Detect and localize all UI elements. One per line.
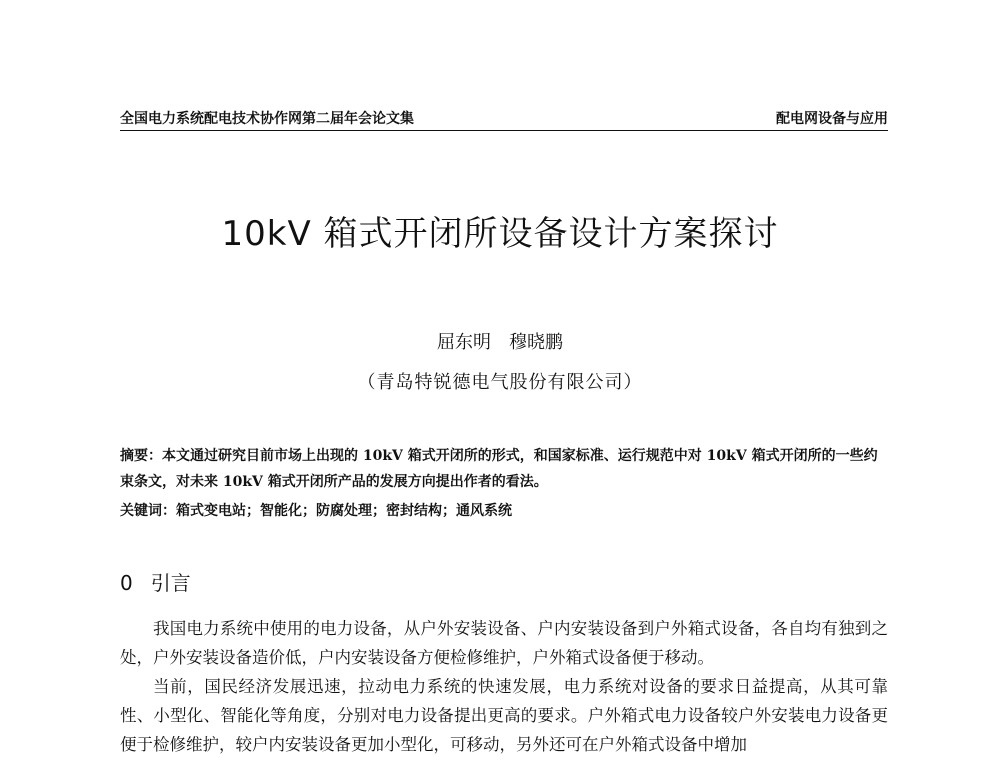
section-title: 引言 xyxy=(150,571,191,595)
keyword: ； 防腐处理 xyxy=(302,503,372,519)
section-heading xyxy=(120,567,520,596)
paper-title: 10kV 箱式开闭所设备设计方案探讨 xyxy=(221,214,779,254)
paper-authors: 屈东明 穆晓鹏 xyxy=(437,332,563,353)
keyword: ； 智能化 xyxy=(246,503,302,519)
keyword: ； 密封结构 xyxy=(372,503,442,519)
author-affiliation: （青岛特锐德电气股份有限公司） xyxy=(357,372,643,393)
keyword: 箱式变电站 xyxy=(176,503,246,519)
section-number: 0 xyxy=(120,571,133,595)
running-header xyxy=(120,108,888,131)
body-text xyxy=(120,614,888,759)
abstract xyxy=(120,443,888,495)
keywords-label: 关键词： xyxy=(120,503,176,519)
abstract-text: 本文通过研究目前市场上出现的 10kV 箱式开闭所的形式，和国家标准、运行规范中对 10kV 箱式开闭所的一些约束条文，对未来 10kV 箱式开闭所产品的发展方向提出作者的看法。 xyxy=(120,448,878,490)
header-section-title: 配电网设备与应用 xyxy=(776,111,888,127)
body-paragraph: 当前，国民经济发展迅速，拉动电力系统的快速发展，电力系统对设备的要求日益提高，从其可靠性、小型化、智能化等角度，分别对电力设备提出更高的要求。户外箱式电力设备较户外安装电力设备更便于检修维护，较户内安装设备更加小型化，可移动，另外还可在户外箱式设备中增加 xyxy=(120,677,888,754)
abstract-label: 摘要： xyxy=(120,448,162,464)
keyword: ； 通风系统 xyxy=(442,503,512,519)
header-proceedings-title: 全国电力系统配电技术协作网第二届年会论文集 xyxy=(120,111,414,127)
keywords xyxy=(120,500,888,520)
body-paragraph: 我国电力系统中使用的电力设备，从户外安装设备、户内安装设备到户外箱式设备，各自均有独到之处，户外安装设备造价低，户内安装设备方便检修维护，户外箱式设备便于移动。 xyxy=(120,619,888,667)
